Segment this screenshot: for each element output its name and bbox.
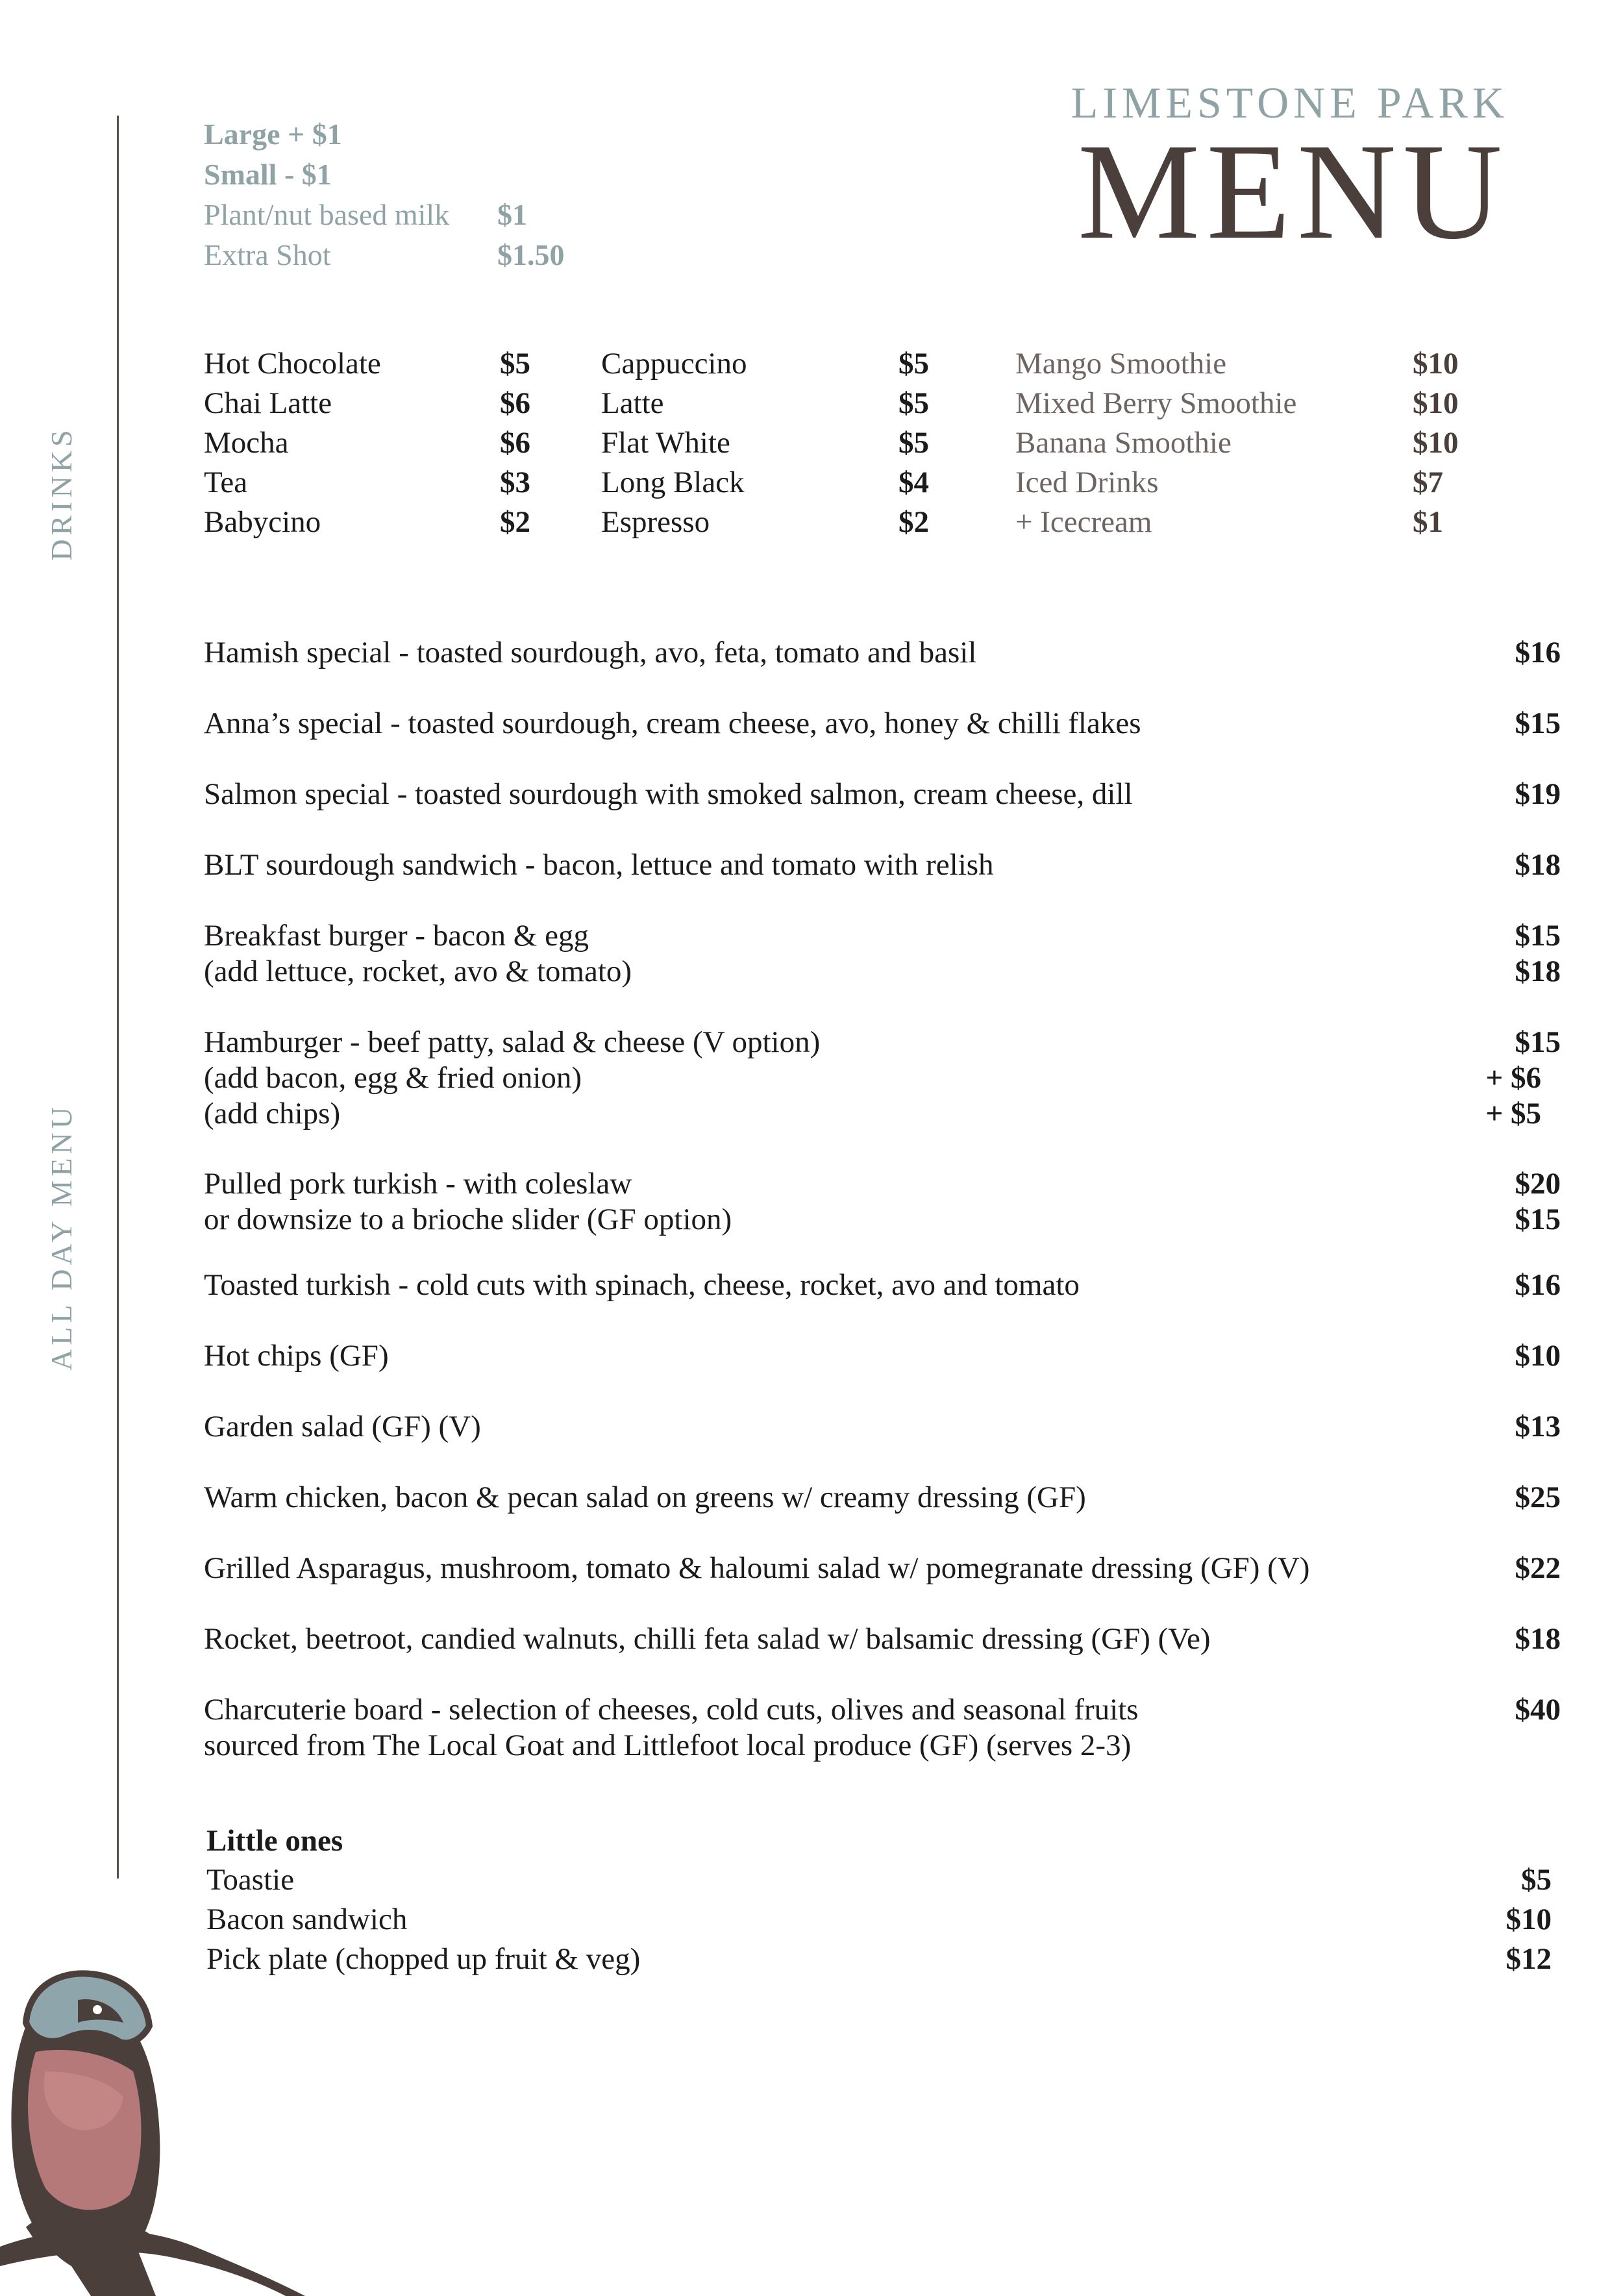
extra-price: $1 bbox=[497, 198, 527, 231]
drink-item: Latte $5 bbox=[601, 384, 747, 423]
drink-item: Chai Latte $6 bbox=[204, 384, 381, 423]
item-description: Charcuterie board - selection of cheeses, cold cuts, olives and seasonal fruits bbox=[204, 1693, 1139, 1727]
drink-price: $5 bbox=[500, 347, 530, 381]
item-description: BLT sourdough sandwich - bacon, lettuce and tomato with relish bbox=[204, 848, 994, 882]
section-label-drinks: DRINKS bbox=[45, 426, 78, 561]
menu-item bbox=[204, 847, 1561, 883]
drink-item: Long Black $4 bbox=[601, 463, 747, 503]
item-price: + $6 bbox=[1485, 1061, 1541, 1095]
drink-price: $1 bbox=[1413, 505, 1443, 539]
drink-item: Espresso $2 bbox=[601, 503, 747, 542]
kids-menu bbox=[206, 1821, 1552, 1979]
drinks-column-hot bbox=[204, 344, 530, 542]
drink-price: $3 bbox=[500, 466, 530, 499]
section-label-all-day-menu: ALL DAY MENU bbox=[45, 1103, 78, 1371]
kids-menu-item: Pick plate (chopped up fruit & veg) $12 bbox=[206, 1940, 1552, 1979]
menu-item bbox=[204, 1409, 1561, 1445]
item-description: Toasted turkish - cold cuts with spinach, cheese, rocket, avo and tomato bbox=[204, 1268, 1080, 1302]
drink-price: $5 bbox=[898, 347, 929, 381]
item-description: Warm chicken, bacon & pecan salad on greens w/ creamy dressing (GF) bbox=[204, 1480, 1086, 1514]
kids-menu-item: Toastie $5 bbox=[206, 1860, 1552, 1900]
item-description: (add bacon, egg & fried onion) bbox=[204, 1061, 582, 1095]
item-price: $18 bbox=[1515, 1622, 1561, 1656]
menu-item bbox=[204, 635, 1561, 671]
menu-item bbox=[204, 1025, 1561, 1132]
item-price: $13 bbox=[1515, 1410, 1561, 1443]
menu-item bbox=[204, 777, 1561, 812]
item-description: Pulled pork turkish - with coleslaw bbox=[204, 1167, 632, 1201]
kids-menu-heading: Little ones bbox=[206, 1824, 343, 1858]
drink-item: Cappuccino $5 bbox=[601, 344, 747, 384]
menu-item bbox=[204, 918, 1561, 990]
drink-item: Mixed Berry Smoothie $10 bbox=[1015, 384, 1296, 423]
item-description: (add chips) bbox=[204, 1097, 341, 1130]
item-description: Hot chips (GF) bbox=[204, 1339, 389, 1373]
drink-item: Banana Smoothie $10 bbox=[1015, 423, 1296, 463]
item-price: $16 bbox=[1515, 636, 1561, 669]
drink-price: $5 bbox=[898, 386, 929, 420]
item-price: $19 bbox=[1515, 777, 1561, 811]
kids-item-price: $10 bbox=[1505, 1903, 1552, 1936]
kids-menu-item: Bacon sandwich $10 bbox=[206, 1900, 1552, 1940]
extra-item: Extra Shot $1.50 bbox=[204, 235, 449, 275]
item-description: sourced from The Local Goat and Littlefoot local produce (GF) (serves 2-3) bbox=[204, 1728, 1132, 1762]
menu-item bbox=[204, 1480, 1561, 1516]
drink-extras bbox=[204, 114, 565, 275]
drink-item: Mocha $6 bbox=[204, 423, 381, 463]
menu-item bbox=[204, 1338, 1561, 1374]
drink-price: $4 bbox=[898, 466, 929, 499]
drink-item: Iced Drinks $7 bbox=[1015, 463, 1296, 503]
venue-name: LIMESTONE PARK bbox=[1071, 78, 1509, 127]
drink-item: Flat White $5 bbox=[601, 423, 747, 463]
drink-item: + Icecream $1 bbox=[1015, 503, 1296, 542]
item-price: $15 bbox=[1515, 706, 1561, 740]
extra-item: Plant/nut based milk $1 bbox=[204, 195, 449, 235]
item-price: $18 bbox=[1515, 955, 1561, 988]
menu-item bbox=[204, 1166, 1561, 1238]
drink-price: $2 bbox=[500, 505, 530, 539]
item-price: $22 bbox=[1515, 1551, 1561, 1585]
kids-item-price: $12 bbox=[1505, 1942, 1552, 1976]
drink-price: $2 bbox=[898, 505, 929, 539]
item-description: Hamish special - toasted sourdough, avo, feta, tomato and basil bbox=[204, 636, 977, 669]
drink-item: Mango Smoothie $10 bbox=[1015, 344, 1296, 384]
drinks-column-coffee bbox=[601, 344, 929, 542]
drink-price: $6 bbox=[500, 386, 530, 420]
menu-item bbox=[204, 1267, 1561, 1303]
item-price: $25 bbox=[1515, 1480, 1561, 1514]
item-price: $15 bbox=[1515, 1025, 1561, 1059]
extra-item: Small - $1 bbox=[204, 158, 332, 191]
item-description: Salmon special - toasted sourdough with smoked salmon, cream cheese, dill bbox=[204, 777, 1133, 811]
extra-item: Large + $1 bbox=[204, 118, 342, 151]
section-divider-line bbox=[117, 116, 119, 1878]
menu-item bbox=[204, 1692, 1561, 1764]
drink-price: $6 bbox=[500, 426, 530, 460]
drink-price: $10 bbox=[1413, 426, 1459, 460]
drinks-column-cold bbox=[1015, 344, 1459, 542]
extra-price: $1.50 bbox=[497, 238, 565, 271]
drink-price: $10 bbox=[1413, 347, 1459, 381]
drink-price: $5 bbox=[898, 426, 929, 460]
item-price: $16 bbox=[1515, 1268, 1561, 1302]
item-description: Rocket, beetroot, candied walnuts, chilli feta salad w/ balsamic dressing (GF) (Ve) bbox=[204, 1622, 1211, 1656]
item-description: Anna’s special - toasted sourdough, cream cheese, avo, honey & chilli flakes bbox=[204, 706, 1141, 740]
item-price: $15 bbox=[1515, 1203, 1561, 1236]
item-price: + $5 bbox=[1485, 1097, 1541, 1130]
item-price: $15 bbox=[1515, 919, 1561, 953]
item-description: Grilled Asparagus, mushroom, tomato & haloumi salad w/ pomegranate dressing (GF) (V) bbox=[204, 1551, 1310, 1585]
item-price: $10 bbox=[1515, 1339, 1561, 1373]
item-description: (add lettuce, rocket, avo & tomato) bbox=[204, 955, 632, 988]
drink-price: $10 bbox=[1413, 386, 1459, 420]
drink-item: Hot Chocolate $5 bbox=[204, 344, 381, 384]
bird-illustration-icon bbox=[0, 1941, 312, 2296]
menu-item bbox=[204, 1551, 1561, 1586]
item-description: or downsize to a brioche slider (GF option) bbox=[204, 1203, 732, 1236]
drink-price: $7 bbox=[1413, 466, 1443, 499]
page-title: MENU bbox=[1077, 115, 1509, 268]
drink-item: Babycino $2 bbox=[204, 503, 381, 542]
item-description: Garden salad (GF) (V) bbox=[204, 1410, 481, 1443]
item-price: $18 bbox=[1515, 848, 1561, 882]
menu-item bbox=[204, 1621, 1561, 1657]
drink-item: Tea $3 bbox=[204, 463, 381, 503]
menu-item bbox=[204, 706, 1561, 742]
item-price: $40 bbox=[1515, 1693, 1561, 1727]
item-description: Breakfast burger - bacon & egg bbox=[204, 919, 589, 953]
item-description: Hamburger - beef patty, salad & cheese (V option) bbox=[204, 1025, 821, 1059]
kids-item-price: $5 bbox=[1521, 1863, 1552, 1897]
item-price: $20 bbox=[1515, 1167, 1561, 1201]
